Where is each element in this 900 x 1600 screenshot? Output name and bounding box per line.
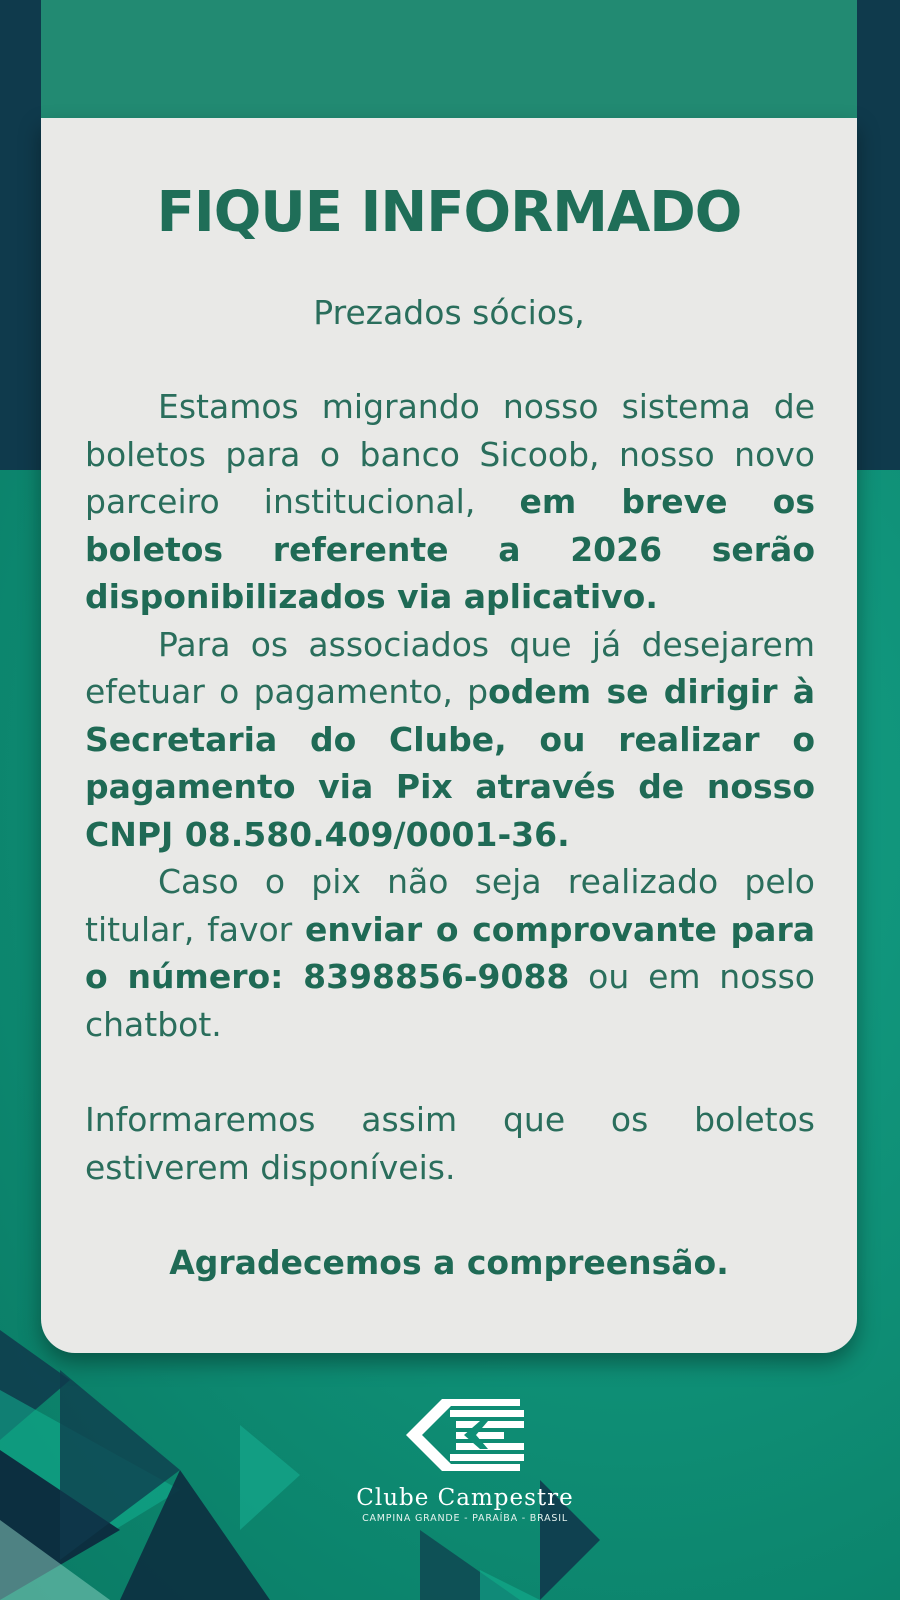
paragraph-migration <box>85 383 815 621</box>
page-title: FIQUE INFORMADO <box>156 180 742 245</box>
paragraph-info: Informaremos assim que os boletos estiverem disponíveis. <box>85 1100 815 1187</box>
paragraph-payment-text: Para os associados que já desejarem efetuar o pagamento, p <box>85 624 815 711</box>
logo-emblem-icon <box>400 1395 530 1475</box>
paragraph-receipt <box>85 858 815 1048</box>
paragraph-receipt-tail: ou em nosso chatbot. <box>85 957 815 1044</box>
paragraph-migration-bold: em breve os boletos referente a 2026 serão disponibilizados via aplicativo. <box>85 482 815 616</box>
notice-body <box>85 383 815 1191</box>
logo-subtitle: CAMPINA GRANDE - PARAÍBA - BRASIL <box>362 1513 568 1524</box>
paragraph-payment-bold: odem se dirigir à Secretaria do Clube, ou realizar o pagamento via Pix através de nosso CNPJ 08.580.409/0001-36. <box>85 672 815 854</box>
top-band <box>41 0 857 130</box>
paragraph-migration-text: Estamos migrando nosso sistema de boletos para o banco Sicoob, nosso novo parceiro institucional, <box>85 387 815 521</box>
spacer <box>85 1048 815 1096</box>
logo-name: Clube Campestre <box>356 1485 574 1511</box>
notice-card <box>41 118 857 1353</box>
clube-campestre-logo <box>350 1395 580 1524</box>
paragraph-receipt-bold: enviar o comprovante para o número: 8398856-9088 <box>85 909 815 996</box>
greeting: Prezados sócios, <box>313 293 585 332</box>
paragraph-receipt-text: Caso o pix não seja realizado pelo titular, favor <box>85 862 815 949</box>
closing-text: Agradecemos a compreensão. <box>169 1243 729 1282</box>
paragraph-payment <box>85 621 815 859</box>
